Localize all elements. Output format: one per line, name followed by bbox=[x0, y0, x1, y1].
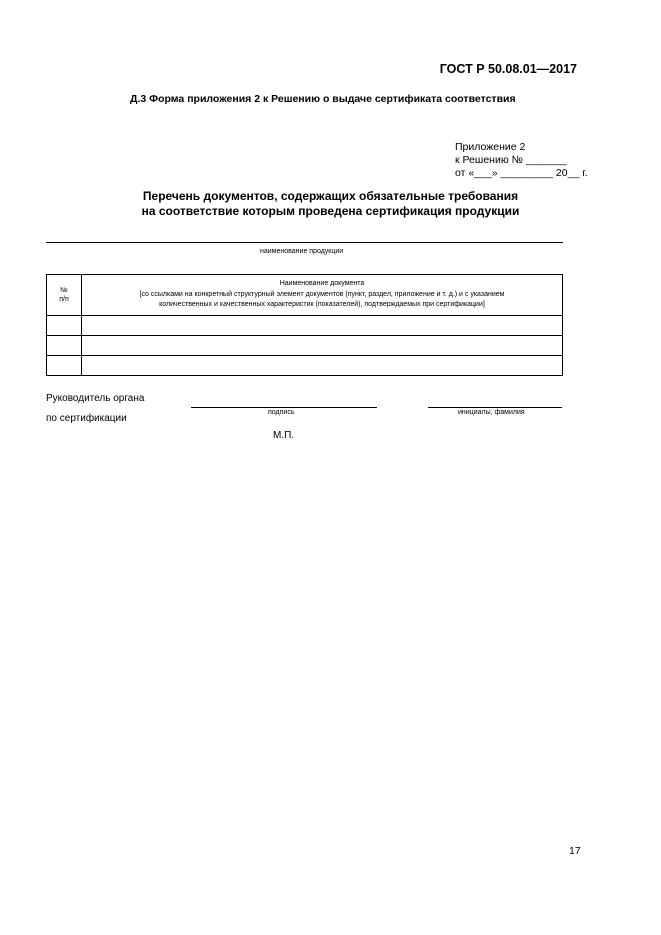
column-document-note-1: [со ссылками на конкретный структурный элемент документов (пункт, раздел, приложение и т. д.) и с указанием bbox=[139, 290, 505, 298]
row-number-cell[interactable] bbox=[47, 356, 82, 376]
head-of-body-label: Руководитель органа bbox=[46, 393, 145, 404]
annex-line-1: Приложение 2 bbox=[455, 141, 526, 153]
column-number-symbol: № bbox=[60, 287, 68, 294]
row-document-cell[interactable] bbox=[82, 356, 563, 376]
initials-line[interactable] bbox=[428, 407, 562, 408]
table-row bbox=[47, 336, 563, 356]
appendix-title: Д.3 Форма приложения 2 к Решению о выдаче сертификата соответствия bbox=[130, 93, 516, 105]
column-number-header bbox=[47, 275, 82, 316]
column-document-title: Наименование документа bbox=[279, 280, 365, 288]
page-number: 17 bbox=[569, 845, 581, 857]
column-document-note-2: количественных и качественных характеристик (показателей), подтверждаемых при сертификации] bbox=[159, 301, 485, 309]
product-name-line[interactable] bbox=[46, 242, 563, 243]
table-row bbox=[47, 316, 563, 336]
list-title-line-1: Перечень документов, содержащих обязательные требования bbox=[142, 189, 519, 203]
row-document-cell[interactable] bbox=[82, 316, 563, 336]
stamp-place: М.П. bbox=[273, 430, 295, 441]
signature-line[interactable] bbox=[191, 407, 377, 408]
certification-body-label: по сертификации bbox=[46, 413, 127, 424]
row-number-cell[interactable] bbox=[47, 316, 82, 336]
documents-table bbox=[46, 274, 563, 376]
signature-caption: подпись bbox=[268, 409, 295, 416]
column-number-abbr: п/п bbox=[59, 296, 69, 303]
column-document-header bbox=[82, 275, 563, 316]
standard-code: ГОСТ Р 50.08.01—2017 bbox=[439, 62, 577, 76]
row-document-cell[interactable] bbox=[82, 336, 563, 356]
annex-line-2: к Решению № _______ bbox=[455, 154, 567, 166]
initials-caption: инициалы, фамилия bbox=[458, 409, 525, 416]
product-name-caption: наименование продукции bbox=[260, 248, 344, 255]
table-header-row bbox=[47, 275, 563, 316]
annex-reference bbox=[455, 141, 588, 180]
list-title-line-2: на соответствие которым проведена сертификация продукции bbox=[141, 204, 520, 218]
annex-line-3: от «___» _________ 20__ г. bbox=[455, 167, 588, 179]
row-number-cell[interactable] bbox=[47, 336, 82, 356]
table-row bbox=[47, 356, 563, 376]
list-title bbox=[0, 189, 661, 219]
